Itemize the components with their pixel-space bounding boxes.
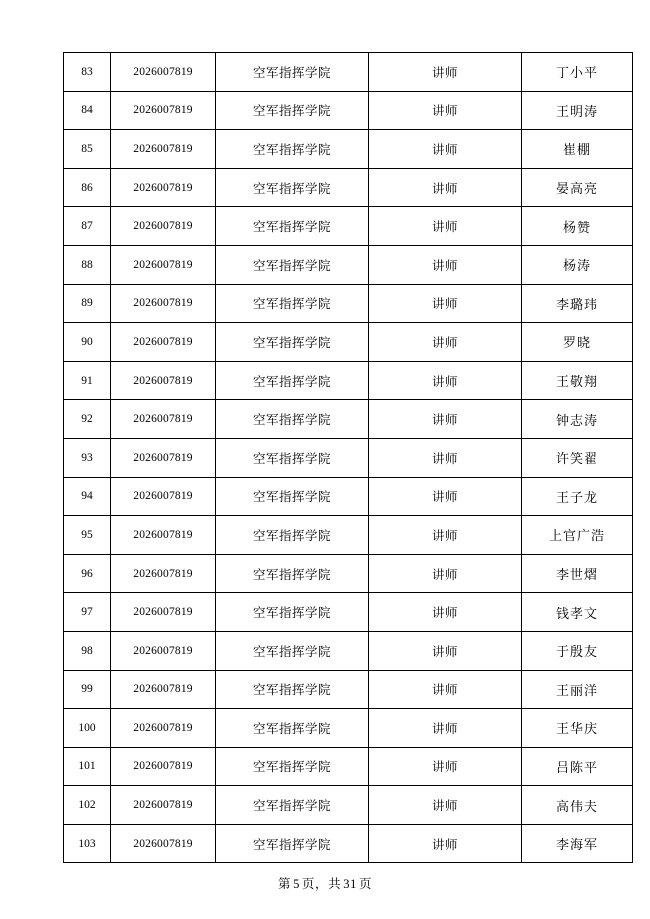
cell-code: 2026007819 [111, 747, 216, 786]
cell-title: 讲师 [369, 824, 522, 863]
cell-name: 晏高亮 [522, 168, 633, 207]
table-row [64, 709, 633, 748]
table-row [64, 670, 633, 709]
table-row [64, 361, 633, 400]
cell-name: 李璐玮 [522, 284, 633, 323]
cell-name: 李世熠 [522, 554, 633, 593]
cell-index: 98 [64, 631, 111, 670]
cell-unit: 空军指挥学院 [216, 168, 369, 207]
table-row [64, 323, 633, 362]
cell-name: 王华庆 [522, 709, 633, 748]
table-row [64, 91, 633, 130]
cell-title: 讲师 [369, 168, 522, 207]
cell-name: 于殷友 [522, 631, 633, 670]
cell-index: 90 [64, 323, 111, 362]
roster-table [63, 52, 633, 863]
table-row [64, 631, 633, 670]
cell-title: 讲师 [369, 554, 522, 593]
cell-title: 讲师 [369, 284, 522, 323]
cell-title: 讲师 [369, 709, 522, 748]
cell-index: 85 [64, 130, 111, 169]
cell-title: 讲师 [369, 361, 522, 400]
cell-code: 2026007819 [111, 245, 216, 284]
cell-code: 2026007819 [111, 554, 216, 593]
cell-index: 99 [64, 670, 111, 709]
footer-suffix: 页 [358, 877, 373, 891]
cell-title: 讲师 [369, 593, 522, 632]
cell-index: 84 [64, 91, 111, 130]
cell-unit: 空军指挥学院 [216, 554, 369, 593]
cell-unit: 空军指挥学院 [216, 593, 369, 632]
cell-title: 讲师 [369, 747, 522, 786]
cell-code: 2026007819 [111, 786, 216, 825]
cell-unit: 空军指挥学院 [216, 361, 369, 400]
cell-name: 钟志涛 [522, 400, 633, 439]
cell-code: 2026007819 [111, 631, 216, 670]
cell-unit: 空军指挥学院 [216, 91, 369, 130]
footer-current-page: 5 [293, 877, 300, 891]
roster-table-body [64, 53, 633, 863]
table-row [64, 245, 633, 284]
cell-code: 2026007819 [111, 670, 216, 709]
cell-index: 103 [64, 824, 111, 863]
cell-code: 2026007819 [111, 53, 216, 92]
cell-unit: 空军指挥学院 [216, 670, 369, 709]
cell-unit: 空军指挥学院 [216, 245, 369, 284]
cell-unit: 空军指挥学院 [216, 786, 369, 825]
cell-unit: 空军指挥学院 [216, 709, 369, 748]
cell-index: 93 [64, 438, 111, 477]
cell-title: 讲师 [369, 323, 522, 362]
cell-index: 92 [64, 400, 111, 439]
cell-code: 2026007819 [111, 477, 216, 516]
table-row [64, 824, 633, 863]
cell-name: 钱孝文 [522, 593, 633, 632]
table-row [64, 130, 633, 169]
cell-title: 讲师 [369, 53, 522, 92]
cell-name: 杨赞 [522, 207, 633, 246]
table-row [64, 438, 633, 477]
cell-code: 2026007819 [111, 91, 216, 130]
cell-unit: 空军指挥学院 [216, 824, 369, 863]
cell-title: 讲师 [369, 477, 522, 516]
cell-name: 上官广浩 [522, 516, 633, 555]
cell-code: 2026007819 [111, 207, 216, 246]
cell-index: 96 [64, 554, 111, 593]
cell-index: 89 [64, 284, 111, 323]
cell-index: 83 [64, 53, 111, 92]
cell-code: 2026007819 [111, 438, 216, 477]
cell-unit: 空军指挥学院 [216, 207, 369, 246]
table-row [64, 516, 633, 555]
cell-name: 李海军 [522, 824, 633, 863]
table-row [64, 593, 633, 632]
cell-index: 95 [64, 516, 111, 555]
cell-title: 讲师 [369, 130, 522, 169]
cell-title: 讲师 [369, 786, 522, 825]
table-row [64, 477, 633, 516]
cell-unit: 空军指挥学院 [216, 438, 369, 477]
cell-code: 2026007819 [111, 361, 216, 400]
cell-title: 讲师 [369, 516, 522, 555]
cell-code: 2026007819 [111, 130, 216, 169]
cell-index: 101 [64, 747, 111, 786]
cell-unit: 空军指挥学院 [216, 516, 369, 555]
cell-code: 2026007819 [111, 824, 216, 863]
cell-name: 王敬翔 [522, 361, 633, 400]
cell-name: 罗晓 [522, 323, 633, 362]
table-row [64, 554, 633, 593]
cell-unit: 空军指挥学院 [216, 284, 369, 323]
cell-index: 97 [64, 593, 111, 632]
cell-name: 王明涛 [522, 91, 633, 130]
cell-unit: 空军指挥学院 [216, 323, 369, 362]
cell-code: 2026007819 [111, 168, 216, 207]
cell-title: 讲师 [369, 400, 522, 439]
footer-prefix: 第 [277, 877, 292, 891]
cell-code: 2026007819 [111, 400, 216, 439]
cell-unit: 空军指挥学院 [216, 400, 369, 439]
cell-name: 丁小平 [522, 53, 633, 92]
cell-title: 讲师 [369, 245, 522, 284]
table-row [64, 786, 633, 825]
cell-index: 87 [64, 207, 111, 246]
cell-title: 讲师 [369, 670, 522, 709]
roster-table-container [63, 52, 605, 863]
cell-title: 讲师 [369, 207, 522, 246]
cell-name: 杨涛 [522, 245, 633, 284]
cell-index: 102 [64, 786, 111, 825]
cell-name: 王丽洋 [522, 670, 633, 709]
cell-code: 2026007819 [111, 284, 216, 323]
cell-code: 2026007819 [111, 323, 216, 362]
table-row [64, 400, 633, 439]
cell-code: 2026007819 [111, 709, 216, 748]
cell-index: 100 [64, 709, 111, 748]
cell-code: 2026007819 [111, 516, 216, 555]
cell-code: 2026007819 [111, 593, 216, 632]
cell-index: 88 [64, 245, 111, 284]
cell-name: 吕陈平 [522, 747, 633, 786]
cell-unit: 空军指挥学院 [216, 130, 369, 169]
cell-unit: 空军指挥学院 [216, 747, 369, 786]
cell-unit: 空军指挥学院 [216, 53, 369, 92]
footer-middle: 页，共 [301, 877, 342, 891]
table-row [64, 284, 633, 323]
table-row [64, 53, 633, 92]
footer-total-pages: 31 [343, 877, 357, 891]
cell-name: 高伟夫 [522, 786, 633, 825]
cell-title: 讲师 [369, 631, 522, 670]
cell-index: 91 [64, 361, 111, 400]
table-row [64, 168, 633, 207]
table-row [64, 747, 633, 786]
cell-title: 讲师 [369, 91, 522, 130]
cell-name: 王子龙 [522, 477, 633, 516]
cell-name: 许笑翟 [522, 438, 633, 477]
cell-name: 崔棚 [522, 130, 633, 169]
cell-index: 94 [64, 477, 111, 516]
cell-unit: 空军指挥学院 [216, 631, 369, 670]
cell-unit: 空军指挥学院 [216, 477, 369, 516]
cell-index: 86 [64, 168, 111, 207]
cell-title: 讲师 [369, 438, 522, 477]
page-footer [0, 874, 650, 892]
table-row [64, 207, 633, 246]
